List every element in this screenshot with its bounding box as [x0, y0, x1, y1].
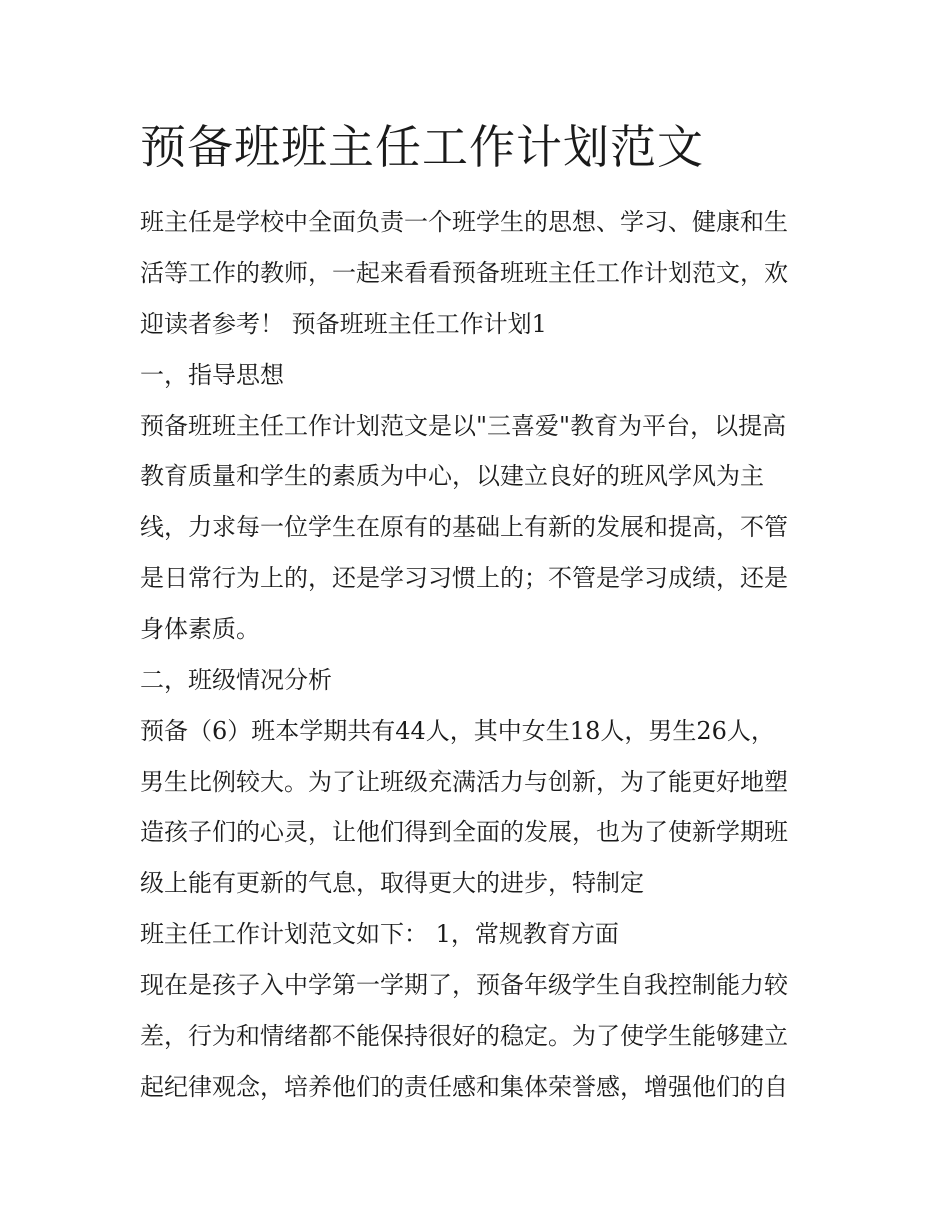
body-line: 身体素质。	[140, 615, 260, 643]
body-line: 班主任是学校中全面负责一个班学生的思想、学习、健康和生	[140, 208, 788, 236]
body-line: 迎读者参考！ 预备班班主任工作计划1	[140, 310, 547, 338]
body-line: 级上能有更新的气息，取得更大的进步，特制定	[140, 869, 644, 897]
section-heading-routine-education: 班主任工作计划范文如下： 1，常规教育方面	[140, 920, 619, 948]
body-line: 教育质量和学生的素质为中心，以建立良好的班风学风为主	[140, 462, 764, 490]
section-heading-class-analysis: 二，班级情况分析	[140, 666, 332, 694]
body-line: 预备班班主任工作计划范文是以"三喜爱"教育为平台，以提高	[140, 412, 787, 440]
body-line: 是日常行为上的，还是学习习惯上的；不管是学习成绩，还是	[140, 564, 788, 592]
body-line: 活等工作的教师，一起来看看预备班班主任工作计划范文，欢	[140, 259, 788, 287]
section-heading-guiding-ideology: 一，指导思想	[140, 361, 284, 389]
body-line: 预备（6）班本学期共有44人，其中女生18人，男生26人，	[140, 717, 775, 745]
body-line: 线，力求每一位学生在原有的基础上有新的发展和提高，不管	[140, 513, 788, 541]
document-title: 预备班班主任工作计划范文	[140, 120, 704, 174]
body-line: 起纪律观念，培养他们的责任感和集体荣誉感，增强他们的自	[140, 1073, 788, 1101]
body-line: 造孩子们的心灵，让他们得到全面的发展，也为了使新学期班	[140, 818, 788, 846]
body-line: 男生比例较大。为了让班级充满活力与创新，为了能更好地塑	[140, 768, 788, 796]
body-line: 现在是孩子入中学第一学期了，预备年级学生自我控制能力较	[140, 971, 788, 999]
body-line: 差，行为和情绪都不能保持很好的稳定。为了使学生能够建立	[140, 1022, 788, 1050]
